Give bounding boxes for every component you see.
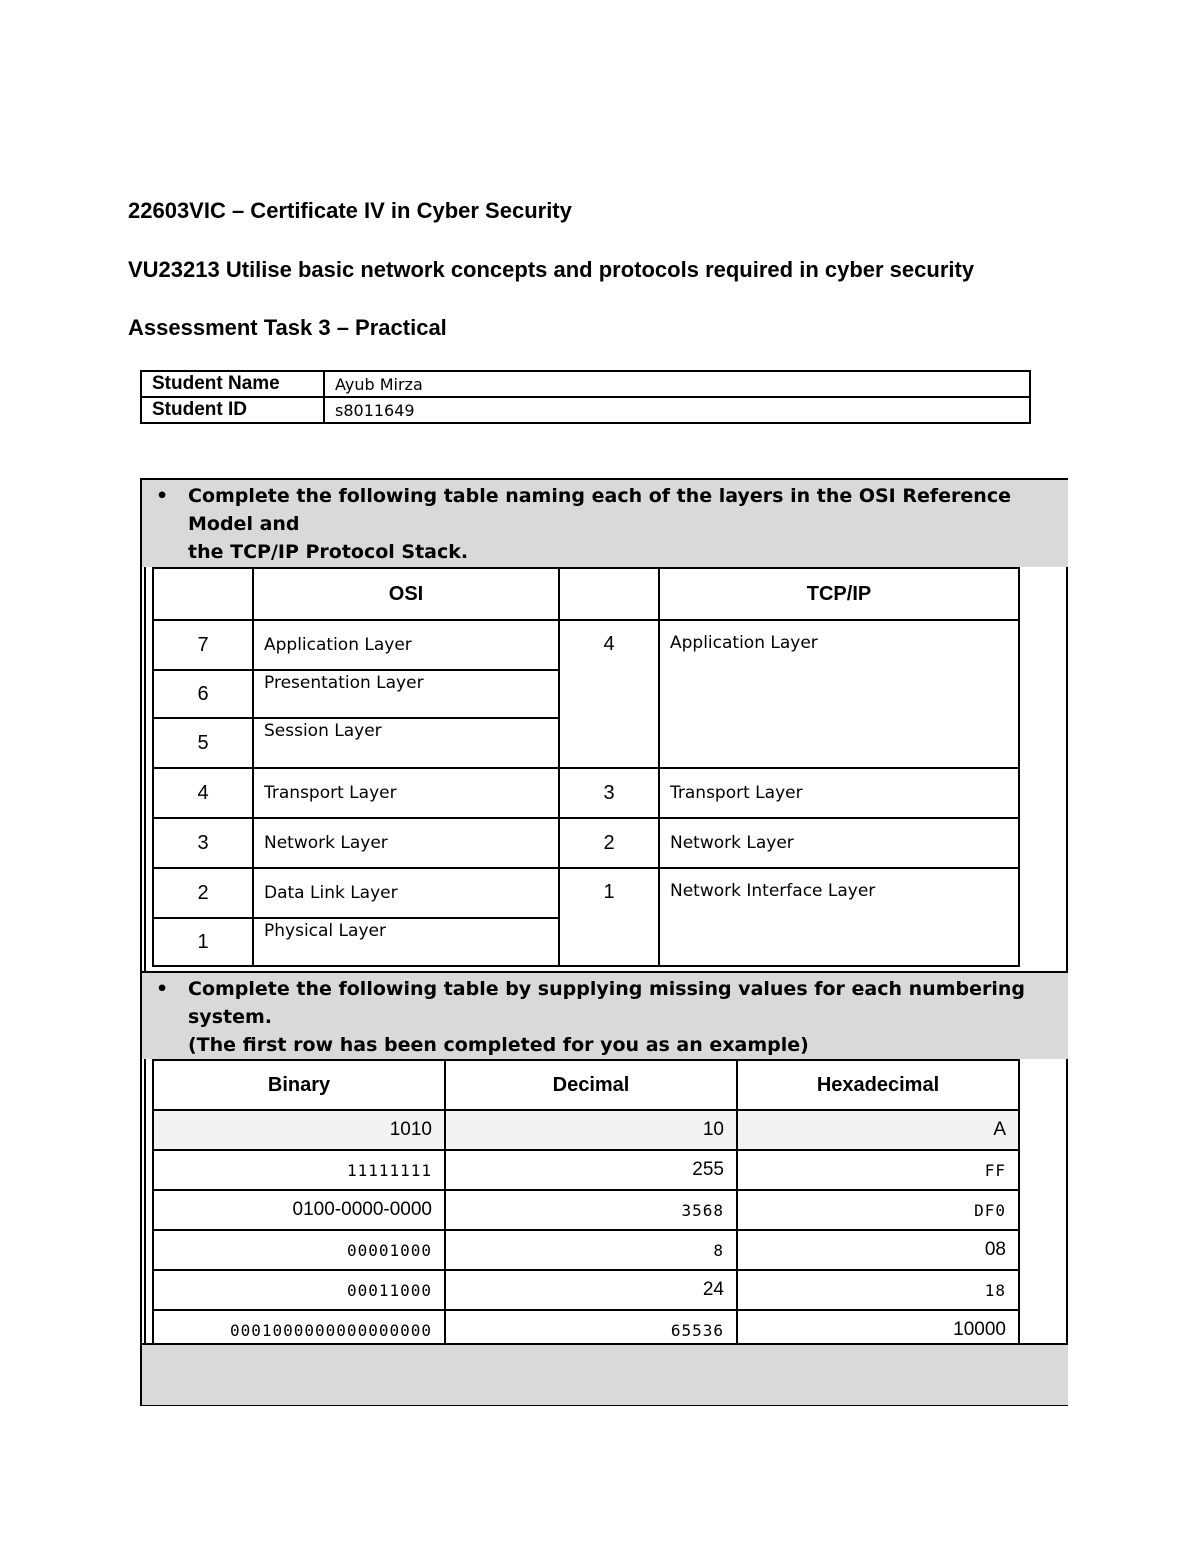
osi-layer-name[interactable]: Application Layer <box>253 620 559 670</box>
table-row <box>153 620 1019 670</box>
bullet-icon: • <box>156 978 169 1000</box>
binary-cell[interactable]: 0001000000000000000 <box>153 1310 445 1350</box>
decimal-cell[interactable]: 255 <box>445 1150 737 1190</box>
osi-layer-name[interactable]: Physical Layer <box>253 918 559 966</box>
osi-layer-name[interactable]: Network Layer <box>253 818 559 868</box>
table-margin-bar <box>144 1059 150 1343</box>
osi-layer-number: 5 <box>153 718 253 768</box>
osi-layer-number: 3 <box>153 818 253 868</box>
table-row <box>153 1150 1019 1190</box>
bullet-icon: • <box>156 485 169 507</box>
tcp-layer-name[interactable]: Network Interface Layer <box>659 868 1019 966</box>
hex-cell[interactable]: FF <box>737 1150 1019 1190</box>
student-id-row <box>141 397 1030 423</box>
numbering-prompt-line2: (The first row has been completed for you as an example) <box>188 1034 809 1056</box>
binary-cell: 1010 <box>153 1110 445 1150</box>
osi-prompt-line2: the TCP/IP Protocol Stack. <box>188 541 469 563</box>
hex-cell: A <box>737 1110 1019 1150</box>
table-row <box>153 1270 1019 1310</box>
hex-cell[interactable]: 08 <box>737 1230 1019 1270</box>
numbering-header-row <box>153 1060 1019 1110</box>
tcp-layer-name[interactable]: Transport Layer <box>659 768 1019 818</box>
osi-layer-name[interactable]: Presentation Layer <box>253 670 559 718</box>
osi-layer-number: 4 <box>153 768 253 818</box>
binary-cell[interactable]: 0100-0000-0000 <box>153 1190 445 1230</box>
osi-layer-number: 7 <box>153 620 253 670</box>
osi-header: OSI <box>253 568 559 620</box>
course-title: 22603VIC – Certificate IV in Cyber Security <box>128 198 572 223</box>
unit-title: VU23213 Utilise basic network concepts and protocols required in cyber security <box>128 257 975 282</box>
hex-cell[interactable]: 10000 <box>737 1310 1019 1350</box>
binary-cell[interactable]: 00001000 <box>153 1230 445 1270</box>
osi-layer-number: 6 <box>153 670 253 718</box>
table-row <box>153 1190 1019 1230</box>
tcp-layer-number: 3 <box>559 768 659 818</box>
student-name-value[interactable]: Ayub Mirza <box>324 371 1030 397</box>
decimal-header: Decimal <box>445 1060 737 1110</box>
tcp-layer-number: 2 <box>559 818 659 868</box>
tcp-layer-name[interactable]: Application Layer <box>659 620 1019 768</box>
task-title: Assessment Task 3 – Practical <box>128 315 447 340</box>
table-row <box>153 868 1019 918</box>
decimal-cell[interactable]: 24 <box>445 1270 737 1310</box>
osi-layer-name[interactable]: Session Layer <box>253 718 559 768</box>
decimal-cell[interactable]: 3568 <box>445 1190 737 1230</box>
decimal-cell[interactable]: 8 <box>445 1230 737 1270</box>
decimal-cell: 10 <box>445 1110 737 1150</box>
student-id-label: Student ID <box>141 397 324 423</box>
osi-header-row <box>153 568 1019 620</box>
osi-prompt-line1: Complete the following table naming each of the layers in the OSI Reference Model and <box>188 485 1011 535</box>
table-row <box>153 1110 1019 1150</box>
osi-prompt <box>142 480 1068 567</box>
binary-cell[interactable]: 11111111 <box>153 1150 445 1190</box>
tcp-layer-name[interactable]: Network Layer <box>659 818 1019 868</box>
decimal-cell[interactable]: 65536 <box>445 1310 737 1350</box>
osi-layer-name[interactable]: Data Link Layer <box>253 868 559 918</box>
table-margin-bar <box>144 567 150 971</box>
student-name-row <box>141 371 1030 397</box>
empty-answer-bar <box>142 1343 1068 1405</box>
osi-num-header <box>153 568 253 620</box>
tcp-header: TCP/IP <box>659 568 1019 620</box>
hex-cell[interactable]: 18 <box>737 1270 1019 1310</box>
student-info-table <box>140 370 1031 424</box>
table-row <box>153 818 1019 868</box>
student-name-label: Student Name <box>141 371 324 397</box>
numbering-prompt-line1: Complete the following table by supplying missing values for each numbering system. <box>188 978 1026 1028</box>
tcp-layer-number: 1 <box>559 868 659 966</box>
tcp-num-header <box>559 568 659 620</box>
binary-header: Binary <box>153 1060 445 1110</box>
hex-header: Hexadecimal <box>737 1060 1019 1110</box>
osi-tcp-table <box>152 567 1020 967</box>
osi-layer-number: 2 <box>153 868 253 918</box>
osi-layer-number: 1 <box>153 918 253 966</box>
binary-cell[interactable]: 00011000 <box>153 1270 445 1310</box>
numbering-prompt <box>142 971 1068 1059</box>
table-row <box>153 768 1019 818</box>
numbering-table <box>152 1059 1020 1351</box>
student-id-value[interactable]: s8011649 <box>324 397 1030 423</box>
hex-cell[interactable]: DF0 <box>737 1190 1019 1230</box>
table-row <box>153 1230 1019 1270</box>
osi-layer-name[interactable]: Transport Layer <box>253 768 559 818</box>
tcp-layer-number: 4 <box>559 620 659 768</box>
